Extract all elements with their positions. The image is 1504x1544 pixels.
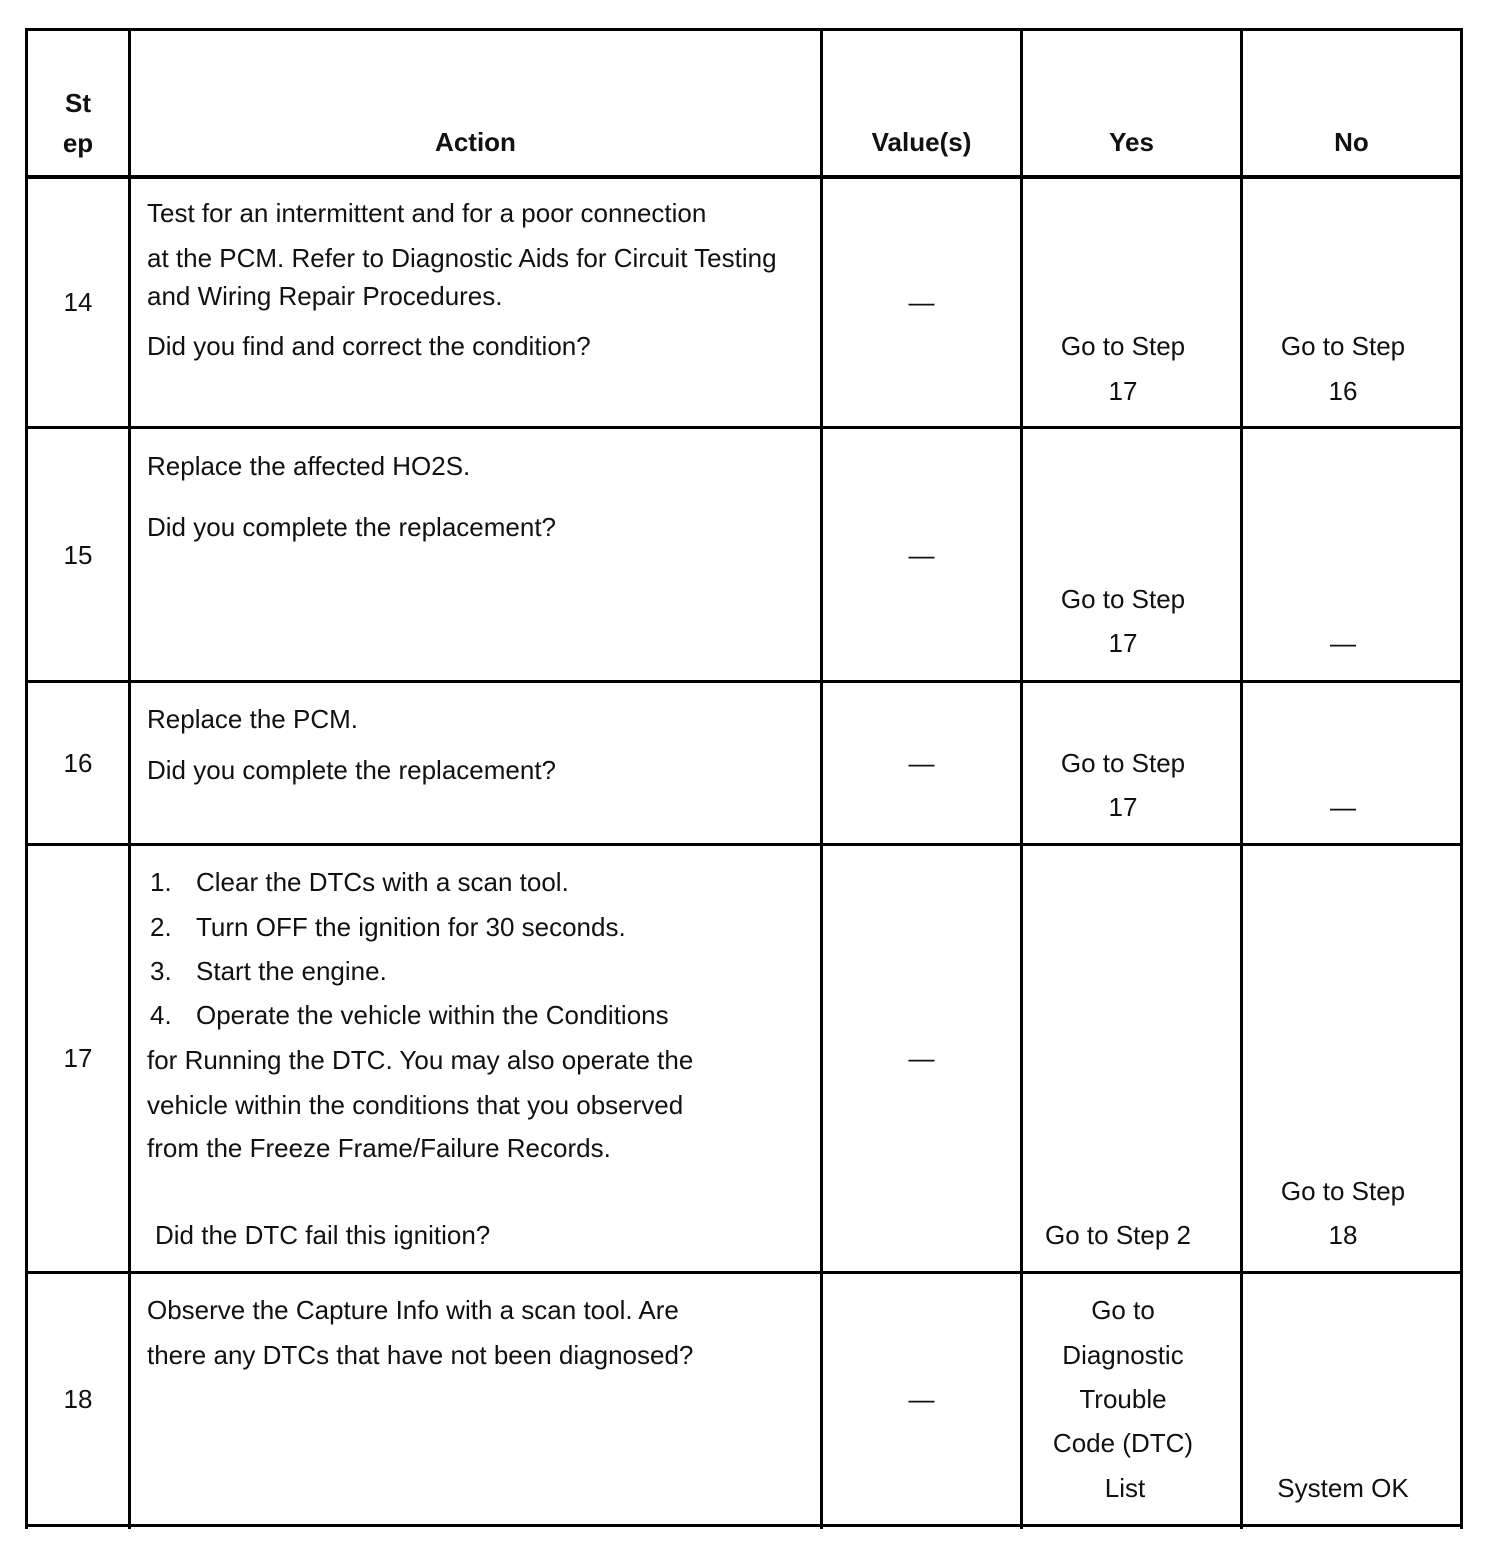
action-text: from the Freeze Frame/Failure Records.: [147, 1133, 611, 1163]
yes-result: Trouble: [1079, 1384, 1167, 1414]
list-item: Start the engine.: [196, 956, 387, 986]
yes-result: 17: [1108, 628, 1138, 658]
header-values: Value(s): [871, 127, 972, 157]
row-divider-14: [25, 426, 1463, 429]
column-divider-yes: [1240, 29, 1243, 1529]
list-number: 1.: [150, 867, 172, 897]
action-question: Did you complete the replacement?: [147, 512, 557, 542]
yes-result: 17: [1108, 792, 1138, 822]
yes-result: List: [1104, 1473, 1146, 1503]
no-dash: —: [1330, 792, 1356, 822]
no-result: Go to Step: [1280, 331, 1406, 361]
yes-result: Code (DTC): [1052, 1428, 1194, 1458]
table-border-right: [1460, 29, 1463, 1529]
table-border-top: [25, 28, 1463, 31]
yes-result: Diagnostic: [1062, 1340, 1184, 1370]
row-divider-16: [25, 843, 1463, 846]
list-number: 2.: [150, 912, 172, 942]
header-step-line2: ep: [62, 128, 94, 158]
header-step-line1: St: [65, 88, 91, 118]
table-border-bottom: [25, 1524, 1463, 1527]
step-number: 14: [63, 287, 93, 317]
list-item: Clear the DTCs with a scan tool.: [196, 867, 569, 897]
action-text: and Wiring Repair Procedures.: [147, 281, 503, 311]
action-text: Replace the PCM.: [147, 704, 358, 734]
no-result: Go to Step: [1280, 1176, 1406, 1206]
yes-result: Go to: [1091, 1295, 1155, 1325]
list-number: 3.: [150, 956, 172, 986]
value-dash: —: [908, 540, 935, 570]
step-number: 15: [63, 540, 93, 570]
value-dash: —: [908, 748, 935, 778]
action-question: Did you complete the replacement?: [147, 755, 557, 785]
table-border-left: [25, 29, 28, 1529]
column-divider-step: [128, 29, 131, 1529]
yes-result: Go to Step: [1060, 584, 1186, 614]
step-number: 17: [63, 1043, 93, 1073]
row-divider-15: [25, 680, 1463, 683]
action-text: for Running the DTC. You may also operate the: [147, 1045, 694, 1075]
value-dash: —: [908, 287, 935, 317]
header-action: Action: [435, 127, 516, 157]
action-text: at the PCM. Refer to Diagnostic Aids for Circuit Testing: [147, 243, 777, 273]
yes-result: 17: [1108, 376, 1138, 406]
header-no: No: [1334, 127, 1369, 157]
action-text: Replace the affected HO2S.: [147, 451, 471, 481]
list-item: Turn OFF the ignition for 30 seconds.: [196, 912, 626, 942]
list-item: Operate the vehicle within the Conditions: [196, 1000, 669, 1030]
column-divider-action: [820, 29, 823, 1529]
no-result: System OK: [1277, 1473, 1409, 1503]
action-question: Did you find and correct the condition?: [147, 331, 591, 361]
yes-result: Go to Step: [1060, 331, 1186, 361]
no-dash: —: [1330, 628, 1356, 658]
header-step: [28, 88, 128, 158]
action-text: Test for an intermittent and for a poor connection: [147, 198, 707, 228]
yes-result: Go to Step: [1060, 748, 1186, 778]
list-number: 4.: [150, 1000, 172, 1030]
header-yes: Yes: [1109, 127, 1154, 157]
yes-result: Go to Step 2: [1045, 1220, 1191, 1250]
step-number: 18: [63, 1384, 93, 1414]
action-text: Observe the Capture Info with a scan tool. Are: [147, 1295, 679, 1325]
row-divider-17: [25, 1271, 1463, 1274]
action-question: Did the DTC fail this ignition?: [155, 1220, 491, 1250]
no-result: 16: [1328, 376, 1358, 406]
step-number: 16: [63, 748, 93, 778]
value-dash: —: [908, 1384, 935, 1414]
header-divider: [25, 175, 1463, 179]
value-dash: —: [908, 1043, 935, 1073]
no-result: 18: [1328, 1220, 1358, 1250]
action-question: there any DTCs that have not been diagnosed?: [147, 1340, 694, 1370]
action-text: vehicle within the conditions that you observed: [147, 1090, 684, 1120]
